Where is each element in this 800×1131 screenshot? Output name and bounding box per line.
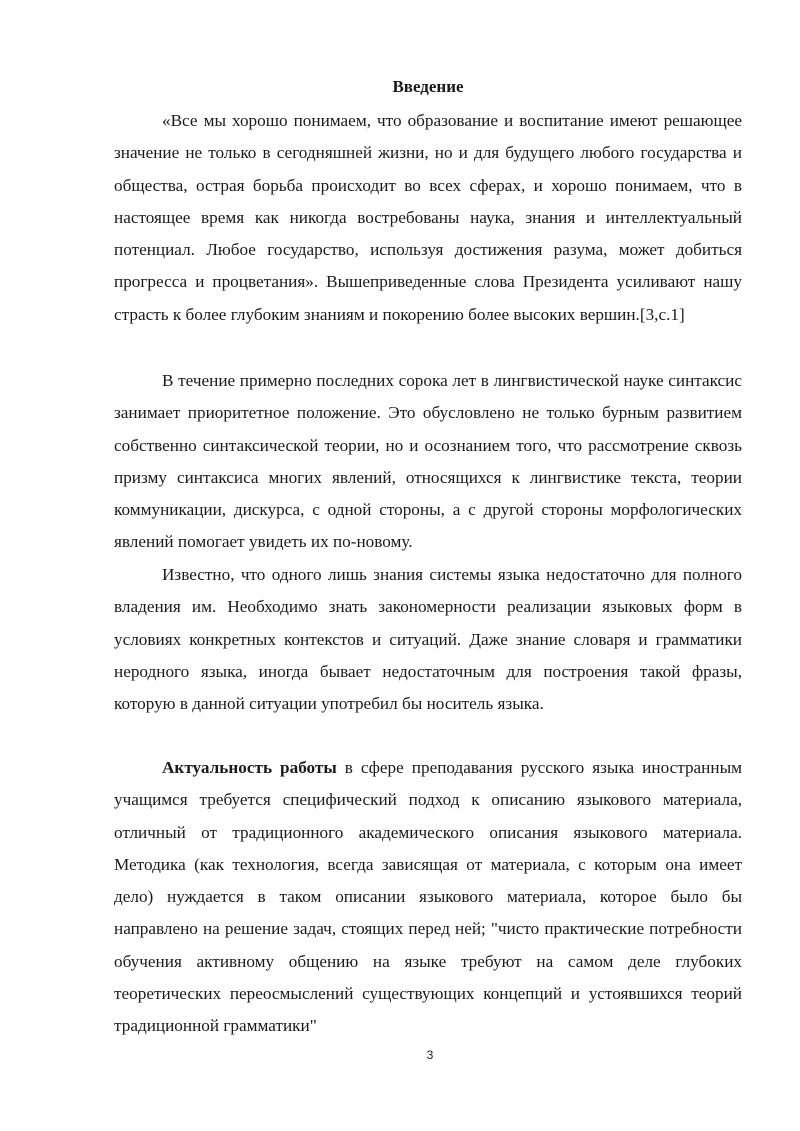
paragraph-language-knowledge: Известно, что одного лишь знания системы языка недостаточно для полного владения им. Необходимо знать закономерности реализации языковых форм в условиях конкретных контекстов и ситуаций. Даже знание словаря и грамматики неродного языка, иногда бывает недостаточным для построения такой фразы, которую в данной ситуации употребил бы носитель языка.: [114, 565, 742, 714]
section-title: Введение: [392, 77, 464, 96]
paragraph-intro-quote: «Все мы хорошо понимаем, что образование и воспитание имеют решающее значение не только в сегодняшней жизни, но и для будущего любого государства и общества, острая борьба происходит во всех сферах, и хорошо понимаем, что в настоящее время как никогда востребованы наука, знания и интеллектуальный потенциал. Любое государство, используя достижения разума, может добиться прогресса и процветания». Вышеприведенные слова Президента усиливают нашу страсть к более глубоким знаниям и покорению более высоких вершин.[3,с.1]: [114, 111, 742, 324]
page-number: 3: [426, 1048, 434, 1062]
relevance-text: в сфере преподавания русского языка иностранным учащимся требуется специфический подход к описанию языкового материала, отличный от традиционного академического описания языкового материала. Методика (как технология, всегда зависящая от материала, с которым она имеет дело) нуждается в таком описании языкового материала, которое было бы направлено на решение задач, стоящих перед ней; "чисто практические потребности обучения активному общению на языке требуют на самом деле глубоких теоретических переосмыслений существующих концепций и устоявшихся теорий традиционной грамматики": [114, 758, 742, 1036]
paragraph-relevance: [114, 752, 742, 1043]
relevance-heading: Актуальность работы: [162, 758, 337, 777]
paragraph-syntax: В течение примерно последних сорока лет в лингвистической науке синтаксис занимает приоритетное положение. Это обусловлено не только бурным развитием собственно синтаксической теории, но и осознанием того, что рассмотрение сквозь призму синтаксиса многих явлений, относящихся к лингвистике текста, теории коммуникации, дискурса, с одной стороны, а с другой стороны морфологических явлений помогает увидеть их по-новому.: [114, 371, 742, 552]
